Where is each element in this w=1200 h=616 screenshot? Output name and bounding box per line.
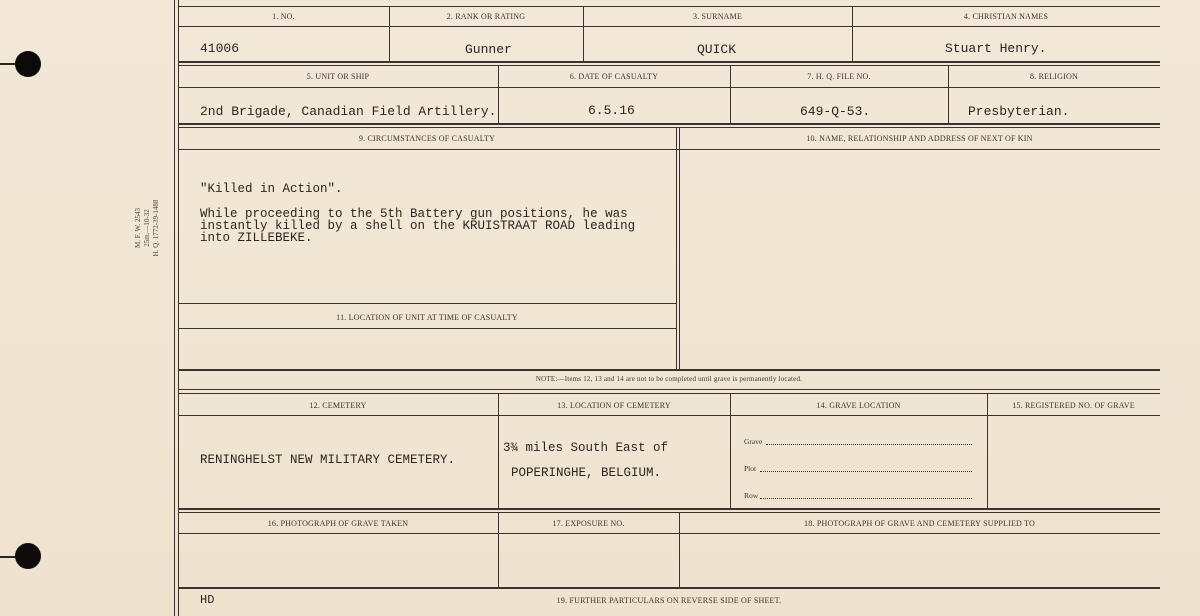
value-location-cemetery-1: 3¾ miles South East of [503, 441, 669, 455]
circumstances-line-2: While proceeding to the 5th Battery gun positions, he was [200, 207, 628, 221]
note-bottom-rule [178, 389, 1160, 390]
header-no: 1. NO. [272, 12, 295, 21]
note-text: NOTE:—Items 12, 13 and 14 are not to be completed until grave is permanently located. [535, 375, 803, 383]
cemetery-bottom-rule [178, 508, 1160, 510]
header-further: 19. FURTHER PARTICULARS ON REVERSE SIDE OF SHEET. [556, 596, 782, 605]
margin-line-1 [174, 0, 175, 616]
row11-header-rule [178, 328, 676, 329]
plot-label: Plot [744, 464, 757, 473]
row3-header-rule [178, 149, 1160, 150]
row-label: Row [744, 491, 759, 500]
value-unit: 2nd Brigade, Canadian Field Artillery. [200, 104, 497, 119]
row2-top-rule [178, 65, 1160, 66]
row1-header-rule [178, 26, 1160, 27]
header-location-unit: 11. LOCATION OF UNIT AT TIME OF CASUALTY [336, 313, 518, 322]
note-top-rule [178, 369, 1160, 371]
header-christian: 4. CHRISTIAN NAMES [963, 12, 1049, 21]
value-initials: HD [200, 593, 215, 607]
photo-header-rule [178, 533, 1160, 534]
side-print-line-3: H. Q. 1772-39-1488 [152, 199, 160, 257]
row-dotted-line [760, 498, 972, 499]
binder-hole-top [15, 51, 41, 77]
value-hq-file: 649-Q-53. [800, 104, 871, 119]
value-rank: Gunner [465, 42, 512, 57]
side-print [134, 188, 161, 268]
header-rank: 2. RANK OR RATING [446, 12, 526, 21]
row2-header-rule [178, 87, 1160, 88]
row1-bottom-rule [178, 61, 1160, 63]
photo-bottom-rule [178, 587, 1160, 589]
header-religion: 8. RELIGION [1030, 72, 1078, 81]
circumstances-line-4: into ZILLEBEKE. [200, 231, 313, 245]
binder-line-bottom [0, 556, 16, 558]
value-cemetery: RENINGHELST NEW MILITARY CEMETERY. [200, 453, 456, 467]
header-exposure: 17. EXPOSURE NO. [552, 519, 625, 528]
value-date: 6.5.16 [588, 103, 635, 118]
grave-dotted-line [766, 444, 972, 445]
header-registered-no: 15. REGISTERED NO. OF GRAVE [1012, 401, 1135, 410]
header-cemetery: 12. CEMETERY [309, 401, 367, 410]
header-unit: 5. UNIT OR SHIP [306, 72, 370, 81]
cemetery-top-rule [178, 393, 1160, 394]
photo-top-rule [178, 512, 1160, 513]
header-circumstances: 9. CIRCUMSTANCES OF CASUALTY [358, 134, 496, 143]
row3-top-rule [178, 127, 1160, 128]
circumstances-line-3: instantly killed by a shell on the KRUISTRAAT ROAD leading [200, 219, 636, 233]
value-christian: Stuart Henry. [945, 41, 1047, 56]
circumstances-line-1: "Killed in Action". [200, 182, 343, 196]
value-no: 41006 [200, 41, 240, 56]
side-print-line-2: 25m.—10-32 [143, 209, 151, 247]
value-religion: Presbyterian. [968, 104, 1070, 119]
row2-bottom-rule [178, 123, 1160, 125]
plot-dotted-line [760, 471, 972, 472]
row11-top-rule [178, 303, 676, 304]
header-photo-taken: 16. PHOTOGRAPH OF GRAVE TAKEN [267, 519, 409, 528]
value-location-cemetery-2: POPERINGHE, BELGIUM. [511, 466, 662, 480]
cemetery-header-rule [178, 415, 1160, 416]
binder-hole-bottom [15, 543, 41, 569]
row3-div-2 [679, 127, 680, 369]
row3-div-1 [676, 127, 677, 369]
header-date: 6. DATE OF CASUALTY [569, 72, 659, 81]
cemetery-div-3 [987, 393, 988, 508]
header-next-of-kin: 10. NAME, RELATIONSHIP AND ADDRESS OF NEXT OF KIN [806, 134, 1033, 143]
header-grave-location: 14. GRAVE LOCATION [816, 401, 901, 410]
binder-line-top [0, 63, 16, 65]
value-surname: QUICK [697, 42, 737, 57]
row1-top-rule [178, 6, 1160, 7]
header-surname: 3. SURNAME [692, 12, 743, 21]
grave-label: Grave [744, 437, 763, 446]
header-photo-supplied: 18. PHOTOGRAPH OF GRAVE AND CEMETERY SUPPLIED TO [804, 519, 1035, 528]
side-print-line-1: M. F. W. 2543 [134, 208, 142, 248]
header-location-cemetery: 13. LOCATION OF CEMETERY [557, 401, 671, 410]
header-hq-file: 7. H. Q. FILE NO. [807, 72, 871, 81]
cemetery-div-1 [498, 393, 499, 508]
cemetery-div-2 [730, 393, 731, 508]
